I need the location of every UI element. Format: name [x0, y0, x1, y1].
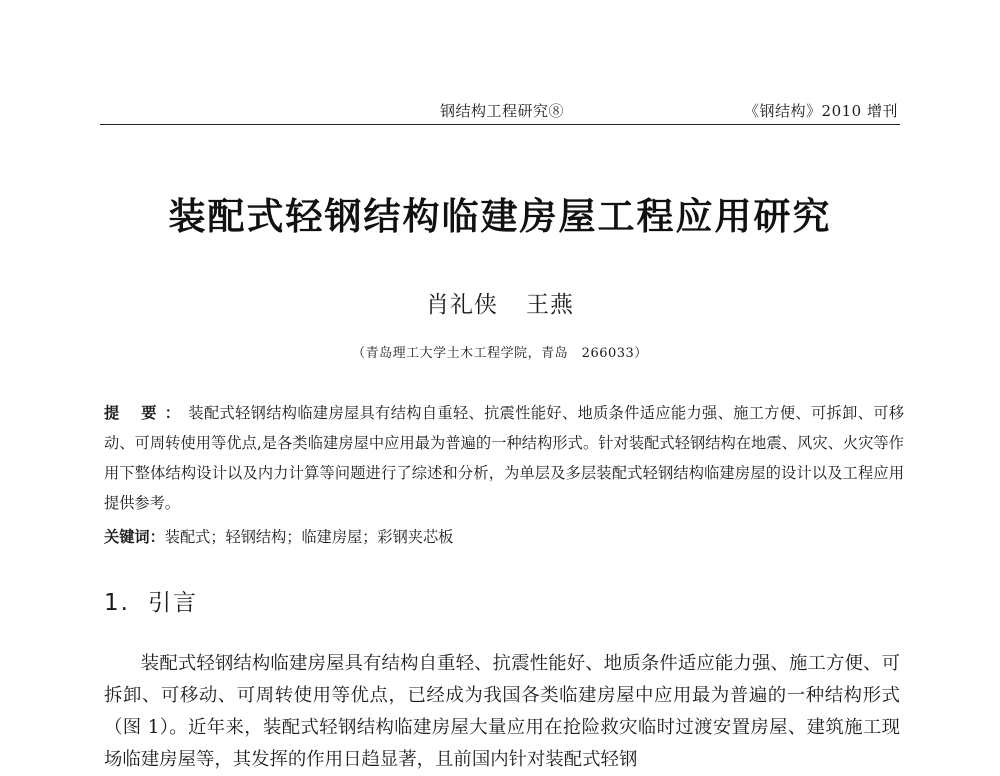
- keywords-label: 关键词：: [104, 528, 165, 546]
- abstract: [104, 398, 904, 518]
- abstract-label: 提 要：: [104, 404, 189, 422]
- section-number: 1.: [104, 590, 130, 616]
- journal-label: 《钢结构》2010 增刊: [744, 102, 898, 120]
- section-heading: [104, 584, 198, 617]
- series-label: 钢结构工程研究⑧: [440, 102, 565, 120]
- keywords: [104, 523, 904, 551]
- keywords-text: 装配式；轻钢结构；临建房屋；彩钢夹芯板: [164, 528, 454, 546]
- author-name: 王燕: [526, 292, 574, 318]
- abstract-text: 装配式轻钢结构临建房屋具有结构自重轻、抗震性能好、地质条件适应能力强、施工方便、可拆卸、可移动、可周转使用等优点,是各类临建房屋中应用最为普遍的一种结构形式。针对装配式轻钢结构在地震、风灾、火灾等作用下整体结构设计以及内力计算等问题进行了综述和分析，为单层及多层装配式轻钢结构临建房屋的设计以及工程应用提供参考。: [104, 404, 905, 512]
- body-paragraph: 装配式轻钢结构临建房屋具有结构自重轻、抗震性能好、地质条件适应能力强、施工方便、可拆卸、可移动、可周转使用等优点，已经成为我国各类临建房屋中应用最为普遍的一种结构形式（图 1）。近年来，装配式轻钢结构临建房屋大量应用在抢险救灾临时过渡安置房屋、建筑施工现场临建房屋等，其发挥的作用日趋显著，且前国内针对装配式轻钢: [104, 653, 900, 770]
- author-list: [100, 286, 900, 319]
- paper-title: 装配式轻钢结构临建房屋工程应用研究: [168, 195, 832, 238]
- running-header: [100, 98, 900, 125]
- author-name: 肖礼侠: [426, 292, 498, 318]
- affiliation: （青岛理工大学土木工程学院，青岛 266033）: [352, 346, 648, 361]
- section-title: 引言: [147, 590, 198, 616]
